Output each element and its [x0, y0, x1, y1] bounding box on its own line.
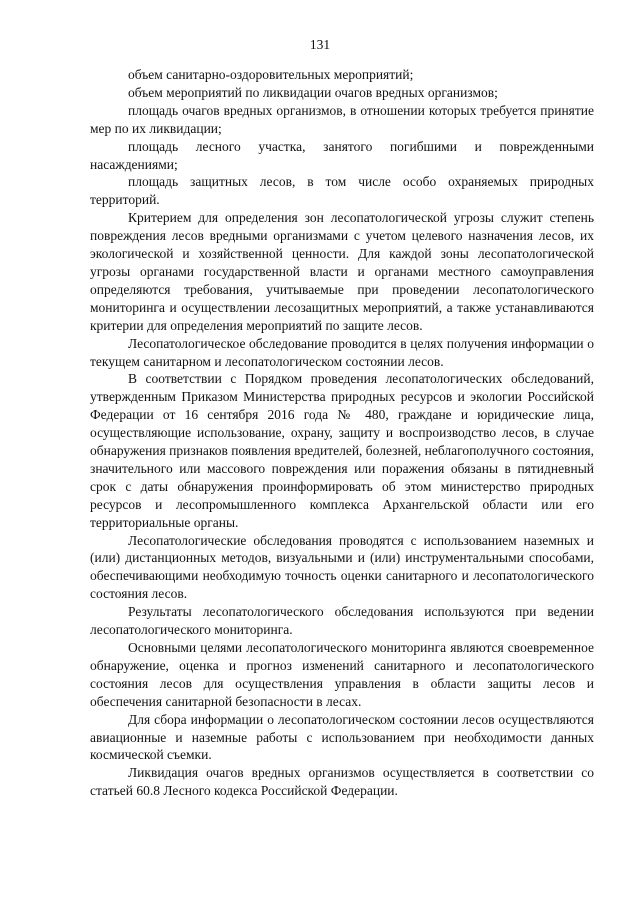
- paragraph: объем мероприятий по ликвидации очагов вредных организмов;: [128, 84, 498, 100]
- paragraph: площадь лесного участка, занятого погибшими и поврежденными насаждениями;: [90, 138, 594, 172]
- paragraph: Основными целями лесопатологического мониторинга являются своевременное обнаружение, оценка и прогноз изменений санитарного и лесопатологического состояния лесов для осуществления управления в области защиты лесов и обеспечения санитарной безопасности в лесах.: [90, 640, 594, 709]
- paragraph: Результаты лесопатологического обследования используются при ведении лесопатологического мониторинга.: [90, 604, 594, 638]
- paragraph: Для сбора информации о лесопатологическом состоянии лесов осуществляются авиационные и наземные работы с использованием при необходимости данных космической съемки.: [90, 711, 594, 763]
- paragraph: Лесопатологическое обследование проводится в целях получения информации о текущем санитарном и лесопатологическом состоянии лесов.: [90, 335, 594, 369]
- page-number: 131: [309, 37, 331, 52]
- paragraph: объем санитарно-оздоровительных мероприятий;: [128, 67, 414, 82]
- paragraph: Ликвидация очагов вредных организмов осуществляется в соответствии со статьей 60.8 Лесного кодекса Российской Федерации.: [90, 765, 594, 799]
- paragraph: Критерием для определения зон лесопатологической угрозы служит степень повреждения лесов вредными организмами с учетом целевого назначения лесов, их экологической и хозяйственной ценности. Для каждой зоны лесопатологической угрозы органами государственной власти и органами местного самоуправления определяются требования, учитываемые при проведении лесопатологического мониторинга и осуществлении лесозащитных мероприятий, а также устанавливаются критерии для определения мероприятий по защите лесов.: [90, 210, 594, 333]
- paragraph: В соответствии с Порядком проведения лесопатологических обследований, утвержденным Приказом Министерства природных ресурсов и экологии Российской Федерации от 16 сентября 2016 года № 480, граждане и юридические лица, осуществляющие использование, охрану, защиту и воспроизводство лесов, в случае обнаружения признаков появления вредителей, болезней, неблагополучного состояния, значительного или массового повреждения или поражения обязаны в пятидневный срок с даты обнаружения проинформировать об этом министерство природных ресурсов и лесопромышленного комплекса Архангельской области или его территориальные органы.: [90, 371, 594, 530]
- paragraph: площадь очагов вредных организмов, в отношении которых требуется принятие мер по их ликвидации;: [90, 102, 594, 136]
- paragraph: Лесопатологические обследования проводятся с использованием наземных и (или) дистанционных методов, визуальными и (или) инструментальными способами, обеспечивающими необходимую точность оценки санитарного и лесопатологического состояния лесов.: [90, 532, 594, 602]
- document-body: [90, 66, 594, 800]
- paragraph: площадь защитных лесов, в том числе особо охраняемых природных территорий.: [90, 174, 594, 208]
